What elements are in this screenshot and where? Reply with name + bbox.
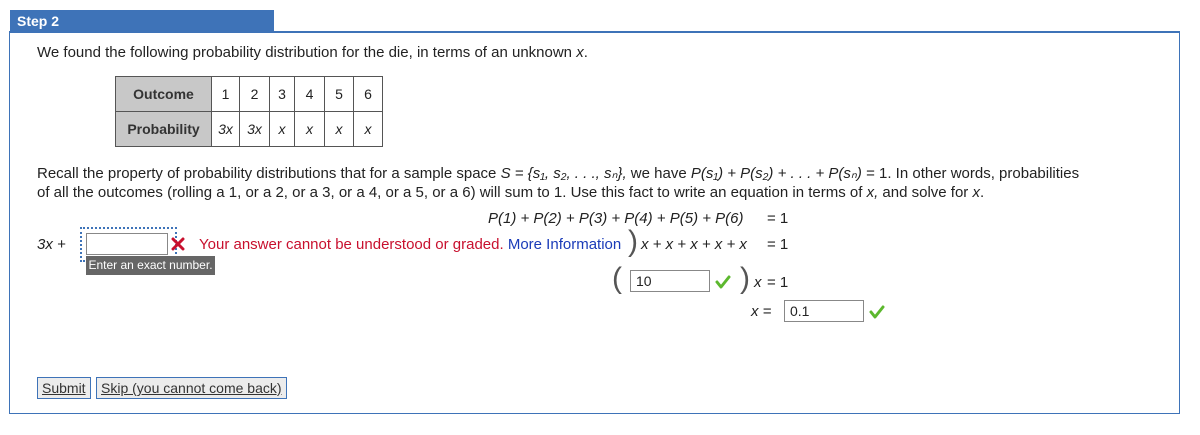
- intro-text: We found the following probability distribution for the die, in terms of an unknown x.: [37, 44, 588, 61]
- error-x-icon: [171, 237, 185, 251]
- outcome-header: Outcome: [116, 77, 212, 112]
- eq2-rhs: = 1: [767, 236, 789, 253]
- skip-button[interactable]: Skip (you cannot come back): [96, 377, 287, 399]
- probability-cell: 3x: [240, 112, 270, 147]
- check-icon: [869, 305, 885, 319]
- more-information-link[interactable]: More Information: [507, 236, 622, 253]
- recall-line-1: Recall the property of probability distributions that for a sample space S = {s₁, s₂, . . ., sₙ}, we have P(s₁) + P(s₂) + . . . + P(sₙ) = 1. In other words, probabilities: [37, 165, 1080, 182]
- coefficient-input[interactable]: [86, 233, 168, 255]
- check-icon: [715, 275, 731, 289]
- outcome-cell: 3: [270, 77, 295, 112]
- outcome-cell: 5: [325, 77, 354, 112]
- x-value-input[interactable]: 0.1: [784, 300, 864, 322]
- input-hint-tooltip: Enter an exact number.: [86, 256, 215, 275]
- eq3-tail: x: [754, 274, 762, 291]
- outcome-cell: 6: [354, 77, 383, 112]
- eq1-rhs: = 1: [767, 210, 789, 227]
- close-paren: ): [740, 262, 750, 295]
- eq3-rhs: = 1: [767, 274, 789, 291]
- step-tab: Step 2: [10, 10, 274, 32]
- outcome-cell: 1: [212, 77, 240, 112]
- probability-table: [115, 76, 383, 147]
- probability-cell: x: [295, 112, 325, 147]
- probability-cell: 3x: [212, 112, 240, 147]
- eq4-lhs: x =: [751, 303, 772, 320]
- close-paren: ): [628, 225, 638, 258]
- outcome-cell: 4: [295, 77, 325, 112]
- error-message: Your answer cannot be understood or graded.: [199, 236, 504, 253]
- error-message-line: [199, 236, 621, 253]
- outcome-cell: 2: [240, 77, 270, 112]
- sum-coefficient-input[interactable]: 10: [630, 270, 710, 292]
- probability-cell: x: [270, 112, 295, 147]
- probability-cell: x: [325, 112, 354, 147]
- eq2-tail: x + x + x + x + x: [641, 236, 747, 253]
- probability-cell: x: [354, 112, 383, 147]
- submit-button[interactable]: Submit: [37, 377, 91, 399]
- probability-header: Probability: [116, 112, 212, 147]
- open-paren: (: [612, 262, 622, 295]
- eq1-lhs: P(1) + P(2) + P(3) + P(4) + P(5) + P(6): [488, 210, 744, 227]
- recall-line-2: of all the outcomes (rolling a 1, or a 2, or a 3, or a 4, or a 5, or a 6) will sum to 1. Use this fact to write an equation in terms of x, and solve for x.: [37, 184, 985, 201]
- eq2-prefix: 3x +: [37, 236, 66, 253]
